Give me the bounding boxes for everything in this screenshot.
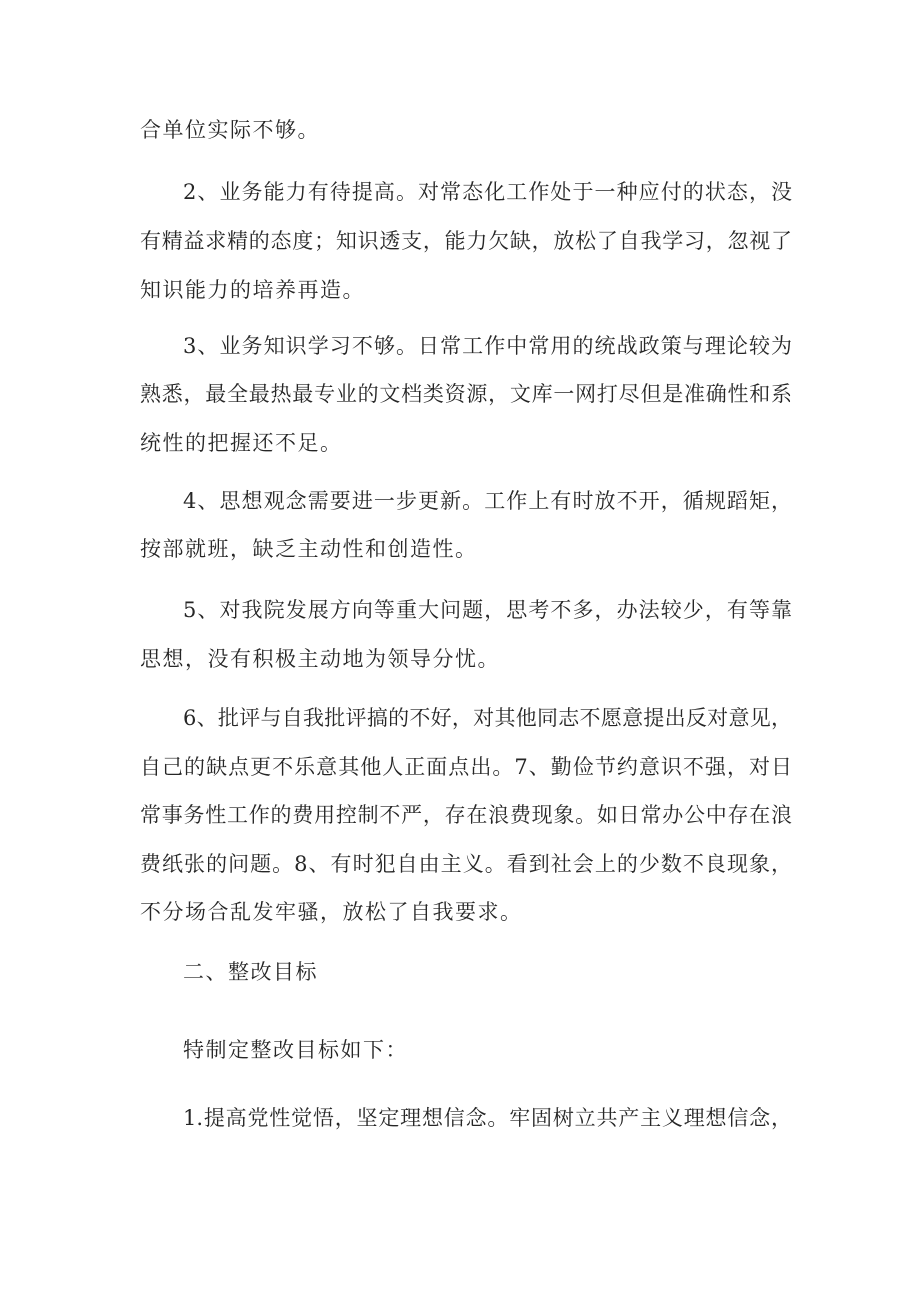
paragraph-line: 知识能力的培养再造。 xyxy=(140,278,365,302)
paragraph-line: 3、业务知识学习不够。日常工作中常用的统战政策与理论较为 xyxy=(183,334,792,358)
paragraph-line: 有精益求精的态度；知识透支，能力欠缺，放松了自我学习，忽视了 xyxy=(140,229,792,253)
paragraph-line: 自己的缺点更不乐意其他人正面点出。7、勤俭节约意识不强，对日 xyxy=(140,755,792,779)
paragraph-line: 熟悉，最全最热最专业的文档类资源，文库一网打尽但是准确性和系 xyxy=(140,382,792,406)
paragraph-line: 2、业务能力有待提高。对常态化工作处于一种应付的状态，没 xyxy=(183,180,792,204)
paragraph-line: 5、对我院发展方向等重大问题，思考不多，办法较少，有等靠 xyxy=(183,598,792,622)
paragraph-line: 按部就班，缺乏主动性和创造性。 xyxy=(140,537,478,561)
paragraph-line: 常事务性工作的费用控制不严，存在浪费现象。如日常办公中存在浪 xyxy=(140,803,792,827)
paragraph-line: 4、思想观念需要进一步更新。工作上有时放不开，循规蹈矩， xyxy=(183,489,792,513)
paragraph-line: 特制定整改目标如下： xyxy=(183,1038,408,1062)
paragraph-line: 费纸张的问题。8、有时犯自由主义。看到社会上的少数不良现象， xyxy=(140,852,792,876)
paragraph-line: 统性的把握还不足。 xyxy=(140,431,343,455)
paragraph-line: 1.提高党性觉悟，坚定理想信念。牢固树立共产主义理想信念， xyxy=(183,1106,792,1130)
paragraph-line: 合单位实际不够。 xyxy=(140,118,320,142)
paragraph-line: 思想，没有积极主动地为领导分忧。 xyxy=(140,647,500,671)
section-heading: 二、整改目标 xyxy=(183,960,318,984)
paragraph-line: 6、批评与自我批评搞的不好，对其他同志不愿意提出反对意见， xyxy=(183,706,792,730)
paragraph-line: 不分场合乱发牢骚，放松了自我要求。 xyxy=(140,900,523,924)
